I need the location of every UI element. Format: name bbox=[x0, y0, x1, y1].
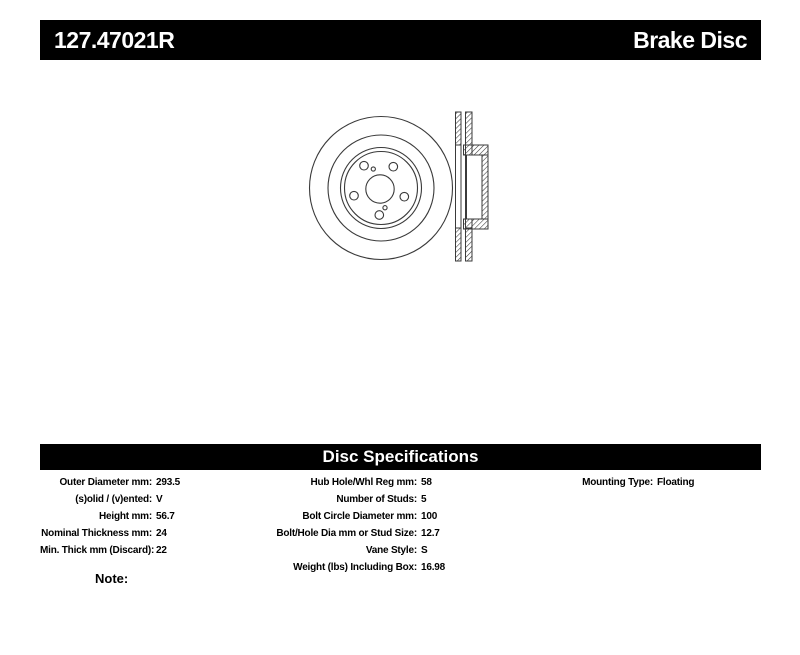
spec-column-dimensions bbox=[40, 474, 180, 559]
hat-flange-top bbox=[464, 145, 489, 155]
spec-value: Floating bbox=[657, 477, 695, 488]
spec-label: Hub Hole/Whl Reg mm: bbox=[310, 477, 417, 488]
spec-row bbox=[40, 508, 180, 525]
spec-value: 100 bbox=[421, 511, 438, 522]
spec-value: 22 bbox=[156, 545, 167, 556]
spec-row bbox=[240, 491, 445, 508]
spec-value: S bbox=[421, 545, 428, 556]
spec-row bbox=[40, 474, 180, 491]
spec-label: Bolt Circle Diameter mm: bbox=[302, 511, 417, 522]
disc-face-edge bbox=[328, 135, 434, 241]
spec-row bbox=[240, 508, 445, 525]
spec-value: 16.98 bbox=[421, 562, 446, 573]
product-type-title: Brake Disc bbox=[633, 26, 747, 53]
spec-row bbox=[540, 474, 694, 491]
spec-label: Mounting Type: bbox=[582, 477, 653, 488]
spec-label: Min. Thick mm (Discard): bbox=[40, 545, 155, 556]
spec-value: 293.5 bbox=[156, 477, 181, 488]
spec-value: V bbox=[156, 494, 163, 505]
hub-outer-ring bbox=[341, 148, 422, 229]
brake-disc-front-view bbox=[310, 117, 453, 260]
hat-flange-bottom bbox=[464, 219, 489, 229]
hub-inner-ring bbox=[345, 152, 418, 225]
spec-row bbox=[40, 491, 180, 508]
spec-column-hub bbox=[240, 474, 445, 576]
spec-row bbox=[240, 525, 445, 542]
spec-label: (s)olid / (v)ented: bbox=[75, 494, 152, 505]
spec-label: Weight (lbs) Including Box: bbox=[293, 562, 417, 573]
spec-row bbox=[240, 474, 445, 491]
spec-label: Bolt/Hole Dia mm or Stud Size: bbox=[276, 528, 417, 539]
stud-holes bbox=[350, 161, 409, 219]
spec-value: 24 bbox=[156, 528, 167, 539]
spec-label: Height mm: bbox=[98, 511, 152, 522]
spec-value: 5 bbox=[421, 494, 427, 505]
center-bore bbox=[366, 175, 394, 203]
spec-row bbox=[240, 559, 445, 576]
spec-section-bar bbox=[40, 444, 761, 470]
note-label: Note: bbox=[95, 571, 129, 586]
brake-disc-side-view bbox=[456, 112, 489, 261]
spec-section-title: Disc Specifications bbox=[322, 447, 479, 466]
spec-row bbox=[40, 542, 180, 559]
disc-outer-edge bbox=[310, 117, 453, 260]
part-number: 127.47021R bbox=[54, 26, 175, 53]
spec-label: Outer Diameter mm: bbox=[59, 477, 152, 488]
spec-value: 58 bbox=[421, 477, 432, 488]
hub-wall bbox=[482, 155, 488, 219]
spec-label: Nominal Thickness mm: bbox=[41, 528, 152, 539]
spec-label: Number of Studs: bbox=[336, 494, 417, 505]
spec-value: 12.7 bbox=[421, 528, 440, 539]
hat-interior bbox=[467, 155, 483, 219]
spec-value: 56.7 bbox=[156, 511, 175, 522]
spec-row bbox=[240, 542, 445, 559]
spec-column-mounting bbox=[540, 474, 694, 491]
spec-label: Vane Style: bbox=[365, 545, 417, 556]
spec-row bbox=[40, 525, 180, 542]
